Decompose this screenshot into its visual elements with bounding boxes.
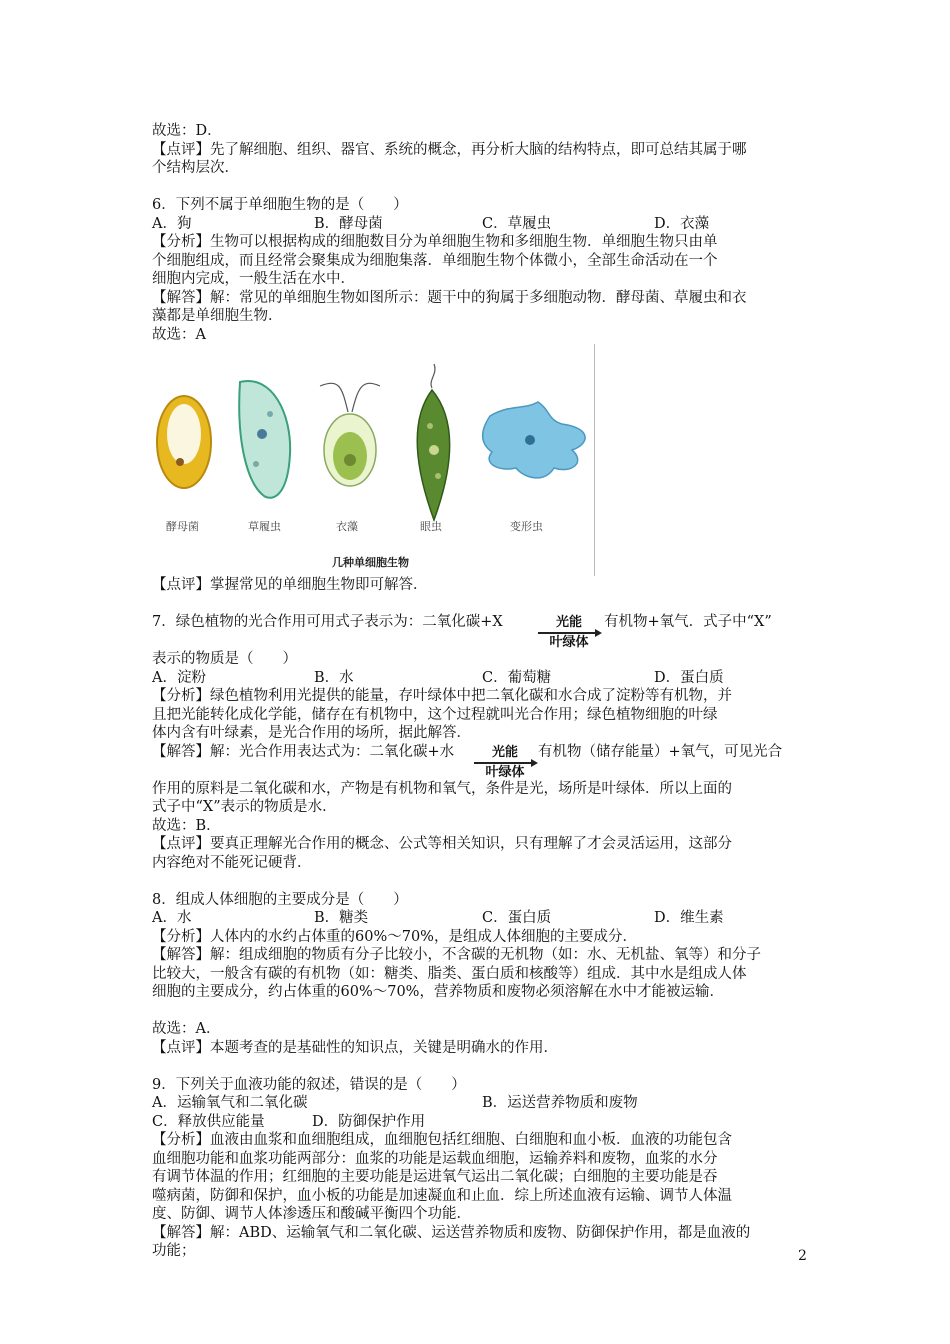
arrow-top-label: 光能	[555, 615, 582, 630]
answer-line: 式子中“X”表示的物质是水．	[152, 799, 337, 815]
question-7-formula	[152, 613, 802, 650]
analysis-line: 血细胞功能和血浆功能两部分：血浆的功能是运载血细胞，运输养料和废物，血浆的水分	[152, 1150, 718, 1167]
analysis-line: 噬病菌，防御和保护，血小板的功能是加速凝血和止血．综上所述血液有运输、调节人体温	[152, 1187, 732, 1204]
comment-line: 【点评】要真正理解光合作用的概念、公式等相关知识，只有理解了才会灵活运用，这部分	[152, 836, 732, 852]
option-c: C．草履虫	[482, 215, 552, 232]
answer-7-right: 有机物（储存能量）+氧气，可见光合	[538, 743, 783, 760]
analysis-line: 且把光能转化成化学能，储存在有机物中，这个过程就叫光合作用；绿色植物细胞的叶绿	[152, 706, 718, 723]
arrow-bottom-label: 叶绿体	[485, 764, 525, 780]
analysis-line: 有调节体温的作用；红细胞的主要功能是运进氧气运出二氧化碳；白细胞的主要功能是吞	[152, 1169, 718, 1185]
question-9: 9．下列关于血液功能的叙述，错误的是（ ）	[152, 1076, 466, 1093]
analysis-line: 【分析】生物可以根据构成的细胞数目分为单细胞生物和多细胞生物．单细胞生物只由单	[152, 234, 718, 250]
answer-line: 【解答】解：ABD、运输氧气和二氧化碳、运送营养物质和废物、防御保护作用，都是血液的	[152, 1224, 751, 1241]
analysis-line: 【分析】血液由血浆和血细胞组成，血细胞包括红细胞、白细胞和血小板．血液的功能包含	[152, 1132, 732, 1148]
page-content	[152, 122, 802, 1261]
label-euglena: 眼虫	[420, 520, 442, 533]
answer-line: 功能；	[152, 1243, 196, 1259]
euglena-image	[417, 364, 449, 520]
answer-line: 比较大，一般含有碳的有机物（如：糖类、脂类、蛋白质和核酸等）组成．其中水是组成人体	[152, 965, 747, 982]
option-d: D．蛋白质	[654, 669, 724, 686]
reaction-arrow	[538, 615, 600, 651]
chlamydomonas-image	[320, 383, 380, 486]
choice-line: 故选：B．	[152, 817, 221, 834]
question-6: 6．下列不属于单细胞生物的是（ ）	[152, 197, 408, 213]
choice-line: 故选：A．	[152, 1021, 221, 1037]
question-7-left: 7．绿色植物的光合作用可用式子表示为：二氧化碳+X	[152, 614, 503, 630]
option-b: B．糖类	[314, 910, 369, 926]
label-amoeba: 变形虫	[510, 520, 543, 533]
choice-line: 故选：A	[152, 326, 206, 343]
arrow-bottom-label: 叶绿体	[549, 635, 589, 650]
option-a: A．运输氧气和二氧化碳	[152, 1095, 308, 1111]
text-line: 【点评】先了解细胞、组织、器官、系统的概念，再分析大脑的结构特点，即可总结其属于哪	[152, 141, 747, 158]
comment-line: 【点评】掌握常见的单细胞生物即可解答．	[152, 577, 428, 593]
option-d: D．维生素	[654, 910, 724, 926]
question-7-options	[152, 669, 802, 688]
organisms-illustration	[152, 344, 594, 576]
option-c: C．释放供应能量	[152, 1113, 265, 1130]
answer-7-left: 【解答】解：光合作用表达式为：二氧化碳+水	[152, 743, 455, 760]
figure-caption: 几种单细胞生物	[332, 556, 409, 569]
question-8: 8．组成人体细胞的主要成分是（ ）	[152, 891, 408, 908]
answer-7-formula	[152, 743, 802, 780]
option-b: B．水	[314, 669, 354, 686]
option-d: D．防御保护作用	[312, 1113, 426, 1130]
reaction-arrow	[474, 745, 536, 781]
label-yeast: 酵母菌	[166, 520, 199, 533]
analysis-line: 体内含有叶绿素，是光合作用的场所，据此解答．	[152, 725, 471, 741]
label-paramecium: 草履虫	[248, 520, 281, 533]
question-8-options	[152, 909, 802, 928]
analysis-line: 【分析】绿色植物利用光提供的能量，存叶绿体中把二氧化碳和水合成了淀粉等有机物，并	[152, 688, 732, 704]
arrow-top-label: 光能	[491, 744, 518, 760]
text-line: 个结构层次．	[152, 160, 239, 176]
answer-line: 作用的原料是二氧化碳和水，产物是有机物和氧气，条件是光，场所是叶绿体．所以上面的	[152, 780, 732, 797]
amoeba-image	[483, 402, 585, 478]
option-d: D．衣藻	[654, 215, 710, 232]
option-c: C．葡萄糖	[482, 669, 552, 686]
analysis-line: 度、防御、调节人体渗透压和酸碱平衡四个功能．	[152, 1206, 471, 1222]
option-a: A．淀粉	[152, 669, 206, 686]
analysis-line: 个细胞组成，而且经常会聚集成为细胞集落．单细胞生物个体微小，全部生命活动在一个	[152, 252, 718, 269]
option-b: B．运送营养物质和废物	[482, 1095, 638, 1111]
option-a: A．狗	[152, 215, 192, 232]
paramecium-image	[239, 381, 290, 498]
answer-line: 【解答】解：组成细胞的物质有分子比较小，不含碳的无机物（如：水、无机盐、氧等）和分子	[152, 947, 761, 963]
option-c: C．蛋白质	[482, 910, 552, 926]
answer-line: 藻都是单细胞生物．	[152, 308, 283, 324]
comment-line: 【点评】本题考查的是基础性的知识点，关键是明确水的作用．	[152, 1039, 558, 1056]
text-line: 故选：D．	[152, 123, 222, 139]
label-chlamydomonas: 衣藻	[336, 520, 358, 533]
answer-line: 细胞的主要成分，约占体重的60%～70%，营养物质和废物必须溶解在水中才能被运输．	[152, 984, 724, 1000]
analysis-line: 细胞内完成，一般生活在水中．	[152, 271, 355, 287]
answer-line: 【解答】解：常见的单细胞生物如图所示：题干中的狗属于多细胞动物．酵母菌、草履虫和衣	[152, 289, 747, 306]
arrow-icon	[474, 762, 536, 764]
page-number: 2	[798, 1248, 807, 1264]
question-7-cont: 表示的物质是（ ）	[152, 651, 297, 667]
option-a: A．水	[152, 910, 192, 926]
yeast-image	[157, 396, 211, 488]
unicellular-organisms-figure	[152, 344, 595, 576]
analysis-line: 【分析】人体内的水约占体重的60%～70%，是组成人体细胞的主要成分．	[152, 928, 637, 945]
question-6-options	[152, 215, 802, 234]
question-7-right: 有机物+氧气．式子中“X”	[604, 614, 772, 630]
question-9-options-row1	[152, 1094, 802, 1113]
option-b: B．酵母菌	[314, 215, 383, 232]
question-9-options-row2	[152, 1113, 802, 1132]
arrow-icon	[538, 632, 600, 634]
comment-line: 内容绝对不能死记硬背．	[152, 854, 312, 871]
